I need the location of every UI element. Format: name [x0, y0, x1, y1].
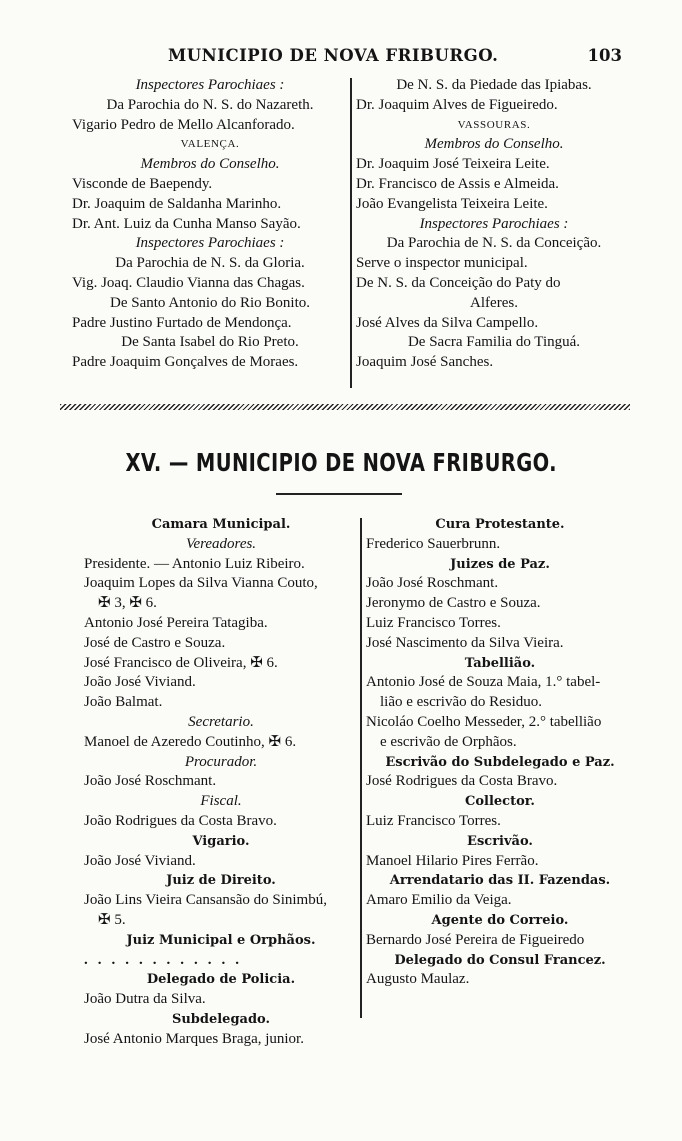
upper-right-line: Dr. Joaquim Alves de Figueiredo. — [356, 96, 558, 113]
lower-right-column — [366, 515, 634, 990]
upper-right-line: Joaquim José Sanches. — [356, 354, 494, 371]
running-header — [0, 46, 682, 72]
lower-left-line: João Lins Vieira Cansansão do Sinimbú, — [84, 892, 327, 909]
lower-left-line: Manoel de Azeredo Coutinho, ✠ 6. — [84, 733, 297, 750]
lower-left-line: ✠ 5. — [98, 911, 126, 928]
lower-left-line: Juiz Municipal e Orphãos. — [126, 932, 316, 948]
upper-right-line: Membros do Conselho. — [424, 136, 564, 153]
lower-left-line: João José Viviand. — [84, 852, 196, 869]
lower-left-line: João Balmat. — [84, 694, 163, 711]
lower-right-line: Cura Protestante. — [435, 517, 565, 532]
upper-right-line: De Sacra Familia do Tinguá. — [407, 334, 581, 351]
lower-right-line: Escrivão do Subdelegado e Paz. — [385, 754, 615, 770]
upper-right-line: Inspectores Parochiaes : — [419, 215, 569, 232]
lower-right-line: Collector. — [465, 794, 535, 810]
lower-right-line: Augusto Maulaz. — [366, 971, 470, 988]
upper-column-divider — [350, 78, 352, 388]
title-underline-rule — [276, 493, 402, 495]
lower-right-line: Luiz Francisco Torres. — [366, 614, 501, 631]
lower-left-line: Vigario. — [192, 833, 250, 849]
section-title: XV. — MUNICIPIO DE NOVA FRIBURGO. — [125, 448, 557, 477]
page-number: 103 — [587, 46, 622, 65]
lower-right-line: Antonio José de Souza Maia, 1.° tabel- — [366, 674, 601, 691]
lower-right-line: João José Roschmant. — [366, 575, 499, 592]
lower-right-line: Delegado do Consul Francez. — [394, 952, 606, 968]
upper-right-line: João Evangelista Teixeira Leite. — [356, 195, 548, 212]
lower-left-line: Subdelegado. — [171, 1011, 271, 1027]
lower-right-line: Bernardo José Pereira de Figueiredo — [366, 931, 585, 948]
lower-right-line: Agente do Correio. — [431, 912, 569, 928]
lower-left-line: José Francisco de Oliveira, ✠ 6. — [84, 654, 278, 671]
upper-right-line: De N. S. da Piedade das Ipiabas. — [396, 77, 592, 93]
lower-left-line: ✠ 3, ✠ 6. — [98, 595, 157, 612]
lower-left-line: Vereadores. — [185, 535, 257, 552]
lower-right-line: Jeronymo de Castro e Souza. — [366, 595, 541, 612]
lower-left-line: Camara Municipal. — [151, 517, 291, 532]
upper-right-column — [356, 76, 632, 373]
lower-right-line: Tabellião. — [464, 655, 536, 671]
lower-right-line: lião e escrivão do Residuo. — [380, 694, 543, 711]
lower-left-line: Presidente. — Antonio Luiz Ribeiro. — [84, 555, 305, 572]
upper-right-line: José Alves da Silva Campello. — [356, 314, 539, 331]
upper-left-line: Dr. Joaquim de Saldanha Marinho. — [72, 195, 282, 212]
lower-left-line: ............ — [84, 951, 249, 968]
upper-left-line: Padre Joaquim Gonçalves de Moraes. — [72, 354, 299, 371]
upper-left-line: Inspectores Parochiaes : — [135, 77, 285, 93]
lower-left-line: Antonio José Pereira Tatagiba. — [84, 614, 268, 631]
upper-left-line: Da Parochia do N. S. do Nazareth. — [106, 96, 314, 113]
upper-left-line: Padre Justino Furtado de Mendonça. — [72, 314, 292, 331]
lower-left-line: José de Castro e Souza. — [84, 634, 226, 651]
upper-left-line: De Santa Isabel do Rio Preto. — [121, 334, 299, 351]
lower-left-line: João José Roschmant. — [84, 773, 217, 790]
lower-right-line: Amaro Emilio da Veiga. — [366, 892, 512, 909]
lower-right-line: Nicoláo Coelho Messeder, 2.° tabellião — [366, 713, 602, 730]
upper-right-line: Dr. Joaquim José Teixeira Leite. — [356, 156, 550, 173]
upper-left-line: Membros do Conselho. — [140, 156, 280, 173]
lower-right-line: Arrendatario das II. Fazendas. — [389, 873, 611, 889]
lower-right-line: José Rodrigues da Costa Bravo. — [366, 773, 558, 790]
upper-right-line: Da Parochia de N. S. da Conceição. — [386, 235, 602, 252]
lower-left-line: Fiscal. — [200, 793, 242, 810]
lower-left-line: João Dutra da Silva. — [84, 991, 206, 1008]
upper-left-line: Vigario Pedro de Mello Alcanforado. — [72, 116, 295, 133]
lower-right-line: Juizes de Paz. — [450, 556, 550, 572]
upper-left-line: Inspectores Parochiaes : — [135, 235, 285, 252]
lower-right-line: Manoel Hilario Pires Ferrão. — [366, 852, 539, 869]
upper-right-line: VASSOURAS. — [457, 118, 531, 131]
upper-left-line: VALENÇA. — [180, 138, 240, 151]
lower-column-divider — [360, 518, 362, 1018]
lower-right-line: Frederico Sauerbrunn. — [366, 535, 501, 552]
lower-left-line: Secretario. — [188, 713, 254, 730]
lower-right-line: Luiz Francisco Torres. — [366, 812, 501, 829]
ornamental-wavy-rule — [60, 404, 630, 410]
lower-right-line: José Nascimento da Silva Vieira. — [366, 634, 564, 651]
upper-left-line: Visconde de Baependy. — [72, 175, 213, 192]
lower-left-line: Procurador. — [184, 753, 258, 770]
lower-left-line: Delegado de Policia. — [146, 972, 296, 988]
upper-left-column — [72, 76, 348, 373]
upper-left-line: Da Parochia de N. S. da Gloria. — [115, 255, 305, 272]
upper-right-line: Serve o inspector municipal. — [356, 255, 528, 272]
upper-left-line: De Santo Antonio do Rio Bonito. — [109, 294, 310, 311]
lower-left-line: João José Viviand. — [84, 674, 196, 691]
lower-left-line: Juiz de Direito. — [166, 873, 276, 889]
lower-left-column — [84, 515, 358, 1050]
lower-right-line: Escrivão. — [467, 833, 533, 849]
upper-left-line: Vig. Joaq. Claudio Vianna das Chagas. — [72, 274, 305, 291]
lower-left-line: João Rodrigues da Costa Bravo. — [84, 812, 277, 829]
lower-left-line: Joaquim Lopes da Silva Vianna Couto, — [84, 575, 318, 592]
lower-left-line: José Antonio Marques Braga, junior. — [84, 1030, 304, 1047]
upper-right-line: Dr. Francisco de Assis e Almeida. — [356, 175, 559, 192]
upper-right-line: Alferes. — [470, 294, 518, 311]
upper-right-line: De N. S. da Conceição do Paty do — [356, 274, 561, 291]
upper-left-line: Dr. Ant. Luiz da Cunha Manso Sayão. — [72, 215, 301, 232]
running-header-title: MUNICIPIO DE NOVA FRIBURGO. — [168, 46, 499, 65]
lower-right-line: e escrivão de Orphãos. — [380, 733, 517, 750]
